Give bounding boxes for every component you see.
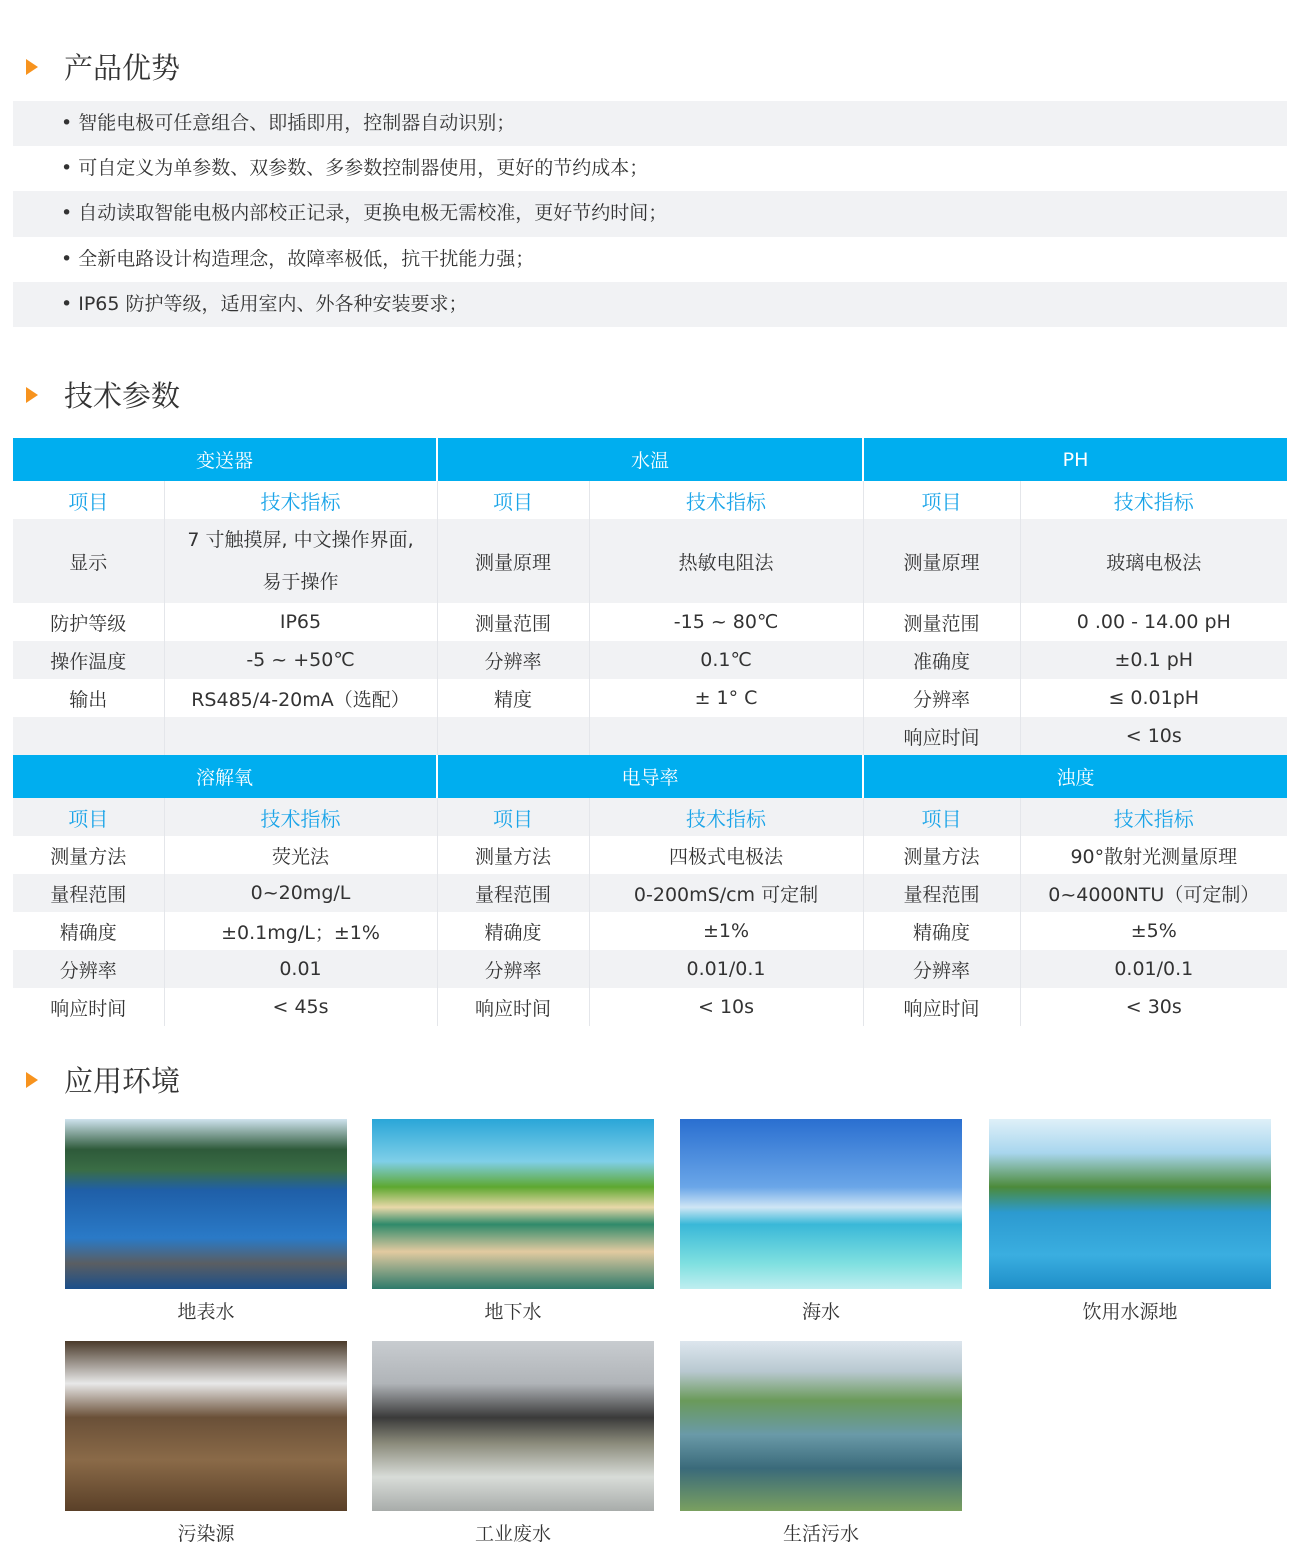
list-item: • IP65 防护等级，适用室内、外各种安装要求；	[13, 282, 1287, 327]
table-row: 显示 7 寸触摸屏, 中文操作界面, 易于操作 测量原理 热敏电阻法 测量原理 玻璃电极法	[13, 519, 1287, 603]
triangle-icon	[26, 1072, 38, 1088]
surface-water-image	[65, 1119, 347, 1289]
domestic-sewage-image	[680, 1341, 962, 1511]
table-row: 量程范围 0~20mg/L 量程范围 0-200mS/cm 可定制 量程范围 0~4000NTU（可定制）	[13, 874, 1287, 912]
triangle-icon	[26, 59, 38, 75]
industrial-wastewater-image	[372, 1341, 654, 1511]
table-row: 输出 RS485/4-20mA（选配） 精度 ± 1° C 分辨率 ≤ 0.01pH	[13, 679, 1287, 717]
triangle-icon	[26, 387, 38, 403]
list-item: • 可自定义为单参数、双参数、多参数控制器使用，更好的节约成本；	[61, 157, 649, 179]
section-title-specs: 技术参数	[26, 374, 180, 415]
list-item: • 自动读取智能电极内部校正记录，更换电极无需校准，更好节约时间；	[13, 191, 1287, 237]
spec-table-1: 变送器 水温 PH 项目 技术指标 项目 技术指标 项目 技术指标 显示 7 寸触摸屏, 中文操作界面, 易于操作 测量原理 热敏电阻法 测量原理 玻璃电极法 防护等级 IP65 测量范围 -15 ~ 80℃ 测量范围 0 .00 - 14.00 pH 操作温度 -5 ~ +50℃ 分辨率 0.1℃ 准确度 ±0.1 pH 输出 RS485/4-20mA（选配） 精度 ± 1° C 分辨率 ≤ 0.01pH 响应时间 < 10s 溶解氧 电导率 浊度 项目 技术指标 项目 技术指标 项目 技术指标 测量方法 荧光法 测量方法 四极式电极法 测量方法 90°散射光测量原理 量程范围 0~20mg/L 量程范围 0-200mS/cm 可定制 量程范围 0~4000NTU（可定制） 精确度 ±0.1mg/L；±1% 精确度 ±1% 精确度 ±5% 分辨率 0.01 分辨率 0.01/0.1 分辨率 0.01/0.1 响应时间 < 45s 响应时间 < 10s 响应时间 < 30s	[13, 438, 1287, 1026]
table-row: 防护等级 IP65 测量范围 -15 ~ 80℃ 测量范围 0 .00 - 14.00 pH	[13, 603, 1287, 641]
table-row: 测量方法 荧光法 测量方法 四极式电极法 测量方法 90°散射光测量原理	[13, 836, 1287, 874]
advantages-list	[13, 101, 1287, 327]
table-row: 操作温度 -5 ~ +50℃ 分辨率 0.1℃ 准确度 ±0.1 pH	[13, 641, 1287, 679]
pollution-source-image	[65, 1341, 347, 1511]
table-row: 响应时间 < 10s	[13, 717, 1287, 755]
drinking-water-source-image	[989, 1119, 1271, 1289]
list-item: • 智能电极可任意组合、即插即用，控制器自动识别；	[13, 101, 1287, 146]
table-row: 精确度 ±0.1mg/L；±1% 精确度 ±1% 精确度 ±5%	[13, 912, 1287, 950]
groundwater-image	[372, 1119, 654, 1289]
table-row: 响应时间 < 45s 响应时间 < 10s 响应时间 < 30s	[13, 988, 1287, 1026]
list-item: • 全新电路设计构造理念，故障率极低，抗干扰能力强；	[61, 248, 535, 270]
seawater-image	[680, 1119, 962, 1289]
table-row: 分辨率 0.01 分辨率 0.01/0.1 分辨率 0.01/0.1	[13, 950, 1287, 988]
section-title-applications: 应用环境	[26, 1059, 180, 1100]
section-title-advantages: 产品优势	[26, 46, 180, 87]
